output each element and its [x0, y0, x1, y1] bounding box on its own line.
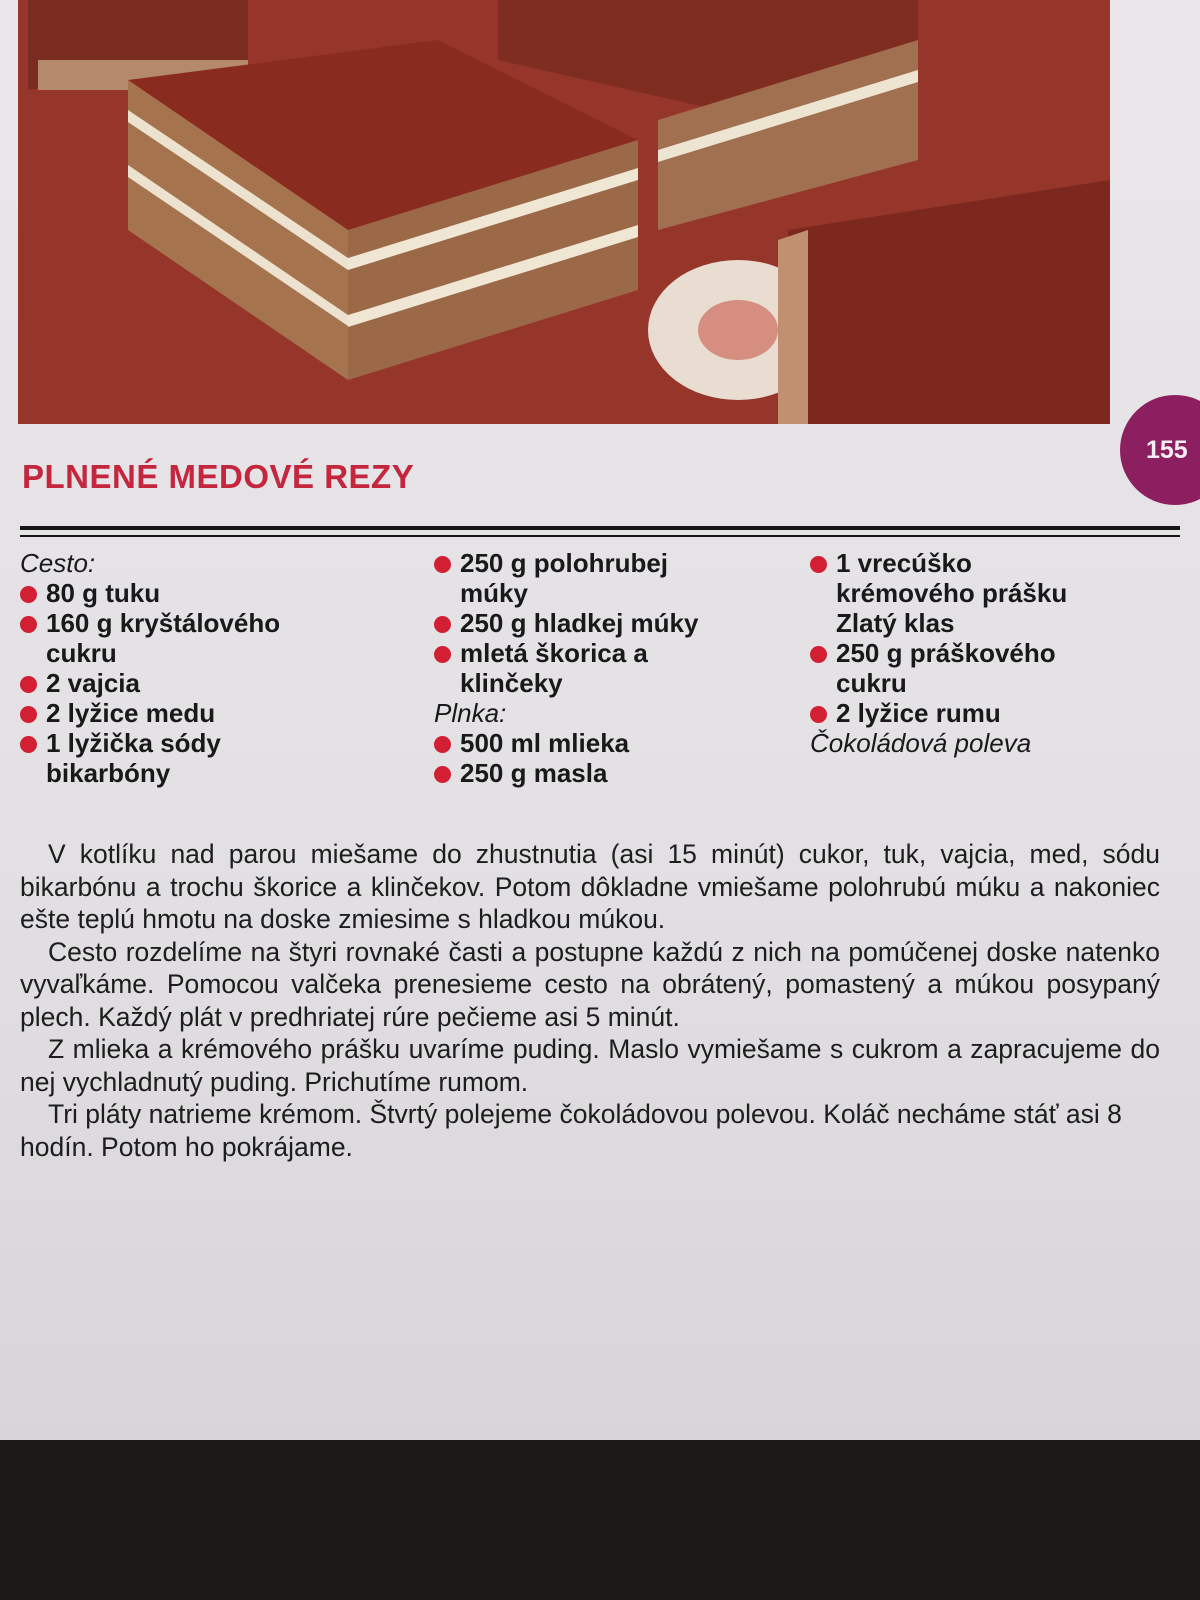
ingredient-item: 160 g kryštálového cukru — [20, 608, 316, 668]
ingredients-column-2 — [434, 548, 794, 788]
cake-illustration — [18, 0, 1110, 424]
ingredient-item: 250 g polohrubej múky — [434, 548, 720, 608]
bullet-dot-icon — [434, 556, 451, 573]
instructions-text — [20, 838, 1160, 1163]
bullet-dot-icon — [20, 676, 37, 693]
ingredient-item: 2 lyžice rumu — [810, 698, 1180, 728]
ingredient-item: 500 ml mlieka — [434, 728, 794, 758]
ingredients-column-3 — [810, 548, 1180, 758]
instruction-paragraph: V kotlíku nad parou miešame do zhustnutia (asi 15 minút) cukor, tuk, vajcia, med, sódu bikarbónu a trochu škorice a klinčekov. Potom dôkladne vmiešame polohrubú múku a nakoniec ešte teplú hmotu na doske zmiesime s hladkou múkou. — [20, 839, 1160, 934]
ingredient-item: mletá škorica a klinčeky — [434, 638, 670, 698]
bullet-dot-icon — [20, 706, 37, 723]
ingredients-column-1 — [20, 548, 420, 788]
section-label-poleva: Čokoládová poleva — [810, 728, 1032, 758]
instruction-paragraph: Cesto rozdelíme na štyri rovnaké časti a postupne každú z nich na pomúčenej doske natenko vyvaľkáme. Pomocou valčeka prenesieme cesto na obrátený, pomastený a múkou posypaný plech. Každý plát v predhriatej rúre pečieme asi 5 minút. — [20, 936, 1160, 1032]
ingredient-item: 1 vrecúško krémového prášku Zlatý klas — [810, 548, 1086, 638]
ingredient-item: 250 g hladkej múky — [434, 608, 794, 638]
ingredient-item: 2 lyžice medu — [20, 698, 420, 728]
bullet-dot-icon — [434, 646, 451, 663]
bullet-dot-icon — [20, 616, 37, 633]
ingredient-item: 1 lyžička sódy bikarbóny — [20, 728, 276, 788]
title-rule-thick — [20, 526, 1180, 530]
title-rule-thin — [20, 535, 1180, 537]
ingredient-item: 250 g práškového cukru — [810, 638, 1096, 698]
bullet-dot-icon — [20, 586, 37, 603]
ingredient-item: 80 g tuku — [20, 578, 420, 608]
ingredient-item: 250 g masla — [434, 758, 794, 788]
bullet-dot-icon — [434, 736, 451, 753]
instruction-paragraph: Tri pláty natrieme krémom. Štvrtý polejeme čokoládovou polevou. Koláč necháme stáť asi 8 hodín. Potom ho pokrájame. — [20, 1099, 1122, 1162]
ingredient-item: 2 vajcia — [20, 668, 420, 698]
honey-cake-photo — [18, 0, 1110, 424]
bullet-dot-icon — [810, 706, 827, 723]
instruction-paragraph: Z mlieka a krémového prášku uvaríme puding. Maslo vymiešame s cukrom a zapracujeme do nej vychladnutý puding. Prichutíme rumom. — [20, 1034, 1160, 1097]
recipe-title: PLNENÉ MEDOVÉ REZY — [22, 458, 415, 495]
page-number-badge: 155 — [1120, 395, 1200, 505]
section-label-plnka: Plnka: — [434, 698, 507, 728]
bullet-dot-icon — [810, 646, 827, 663]
bullet-dot-icon — [20, 736, 37, 753]
bullet-dot-icon — [810, 556, 827, 573]
bullet-dot-icon — [434, 616, 451, 633]
section-label-cesto: Cesto: — [20, 548, 96, 578]
bullet-dot-icon — [434, 766, 451, 783]
